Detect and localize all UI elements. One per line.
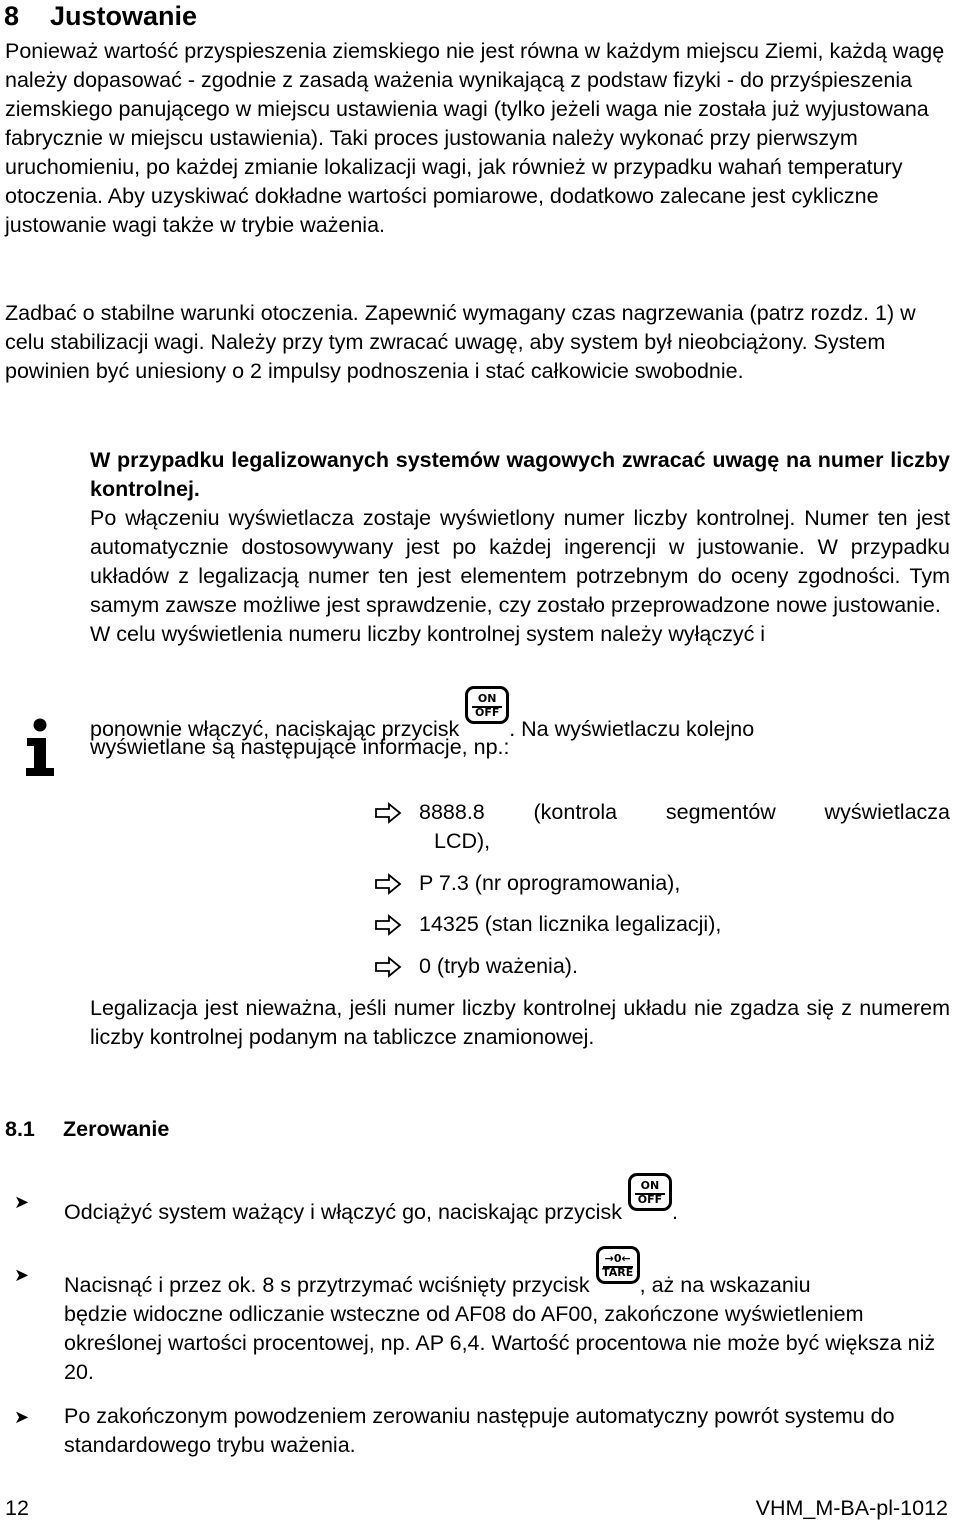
subsection-heading (5, 1115, 169, 1144)
info-note (90, 446, 950, 649)
list-item: 0 (tryb ważenia). (419, 954, 578, 978)
bullet-2-after: , aż na wskazaniu (639, 1273, 811, 1297)
key-tare-label: TARE (602, 1266, 634, 1279)
info-line-1: W celu wyświetlenia numeru liczby kontrolnej system należy wyłączyć i (90, 622, 766, 646)
list-item: P 7.3 (nr oprogramowania), (419, 871, 681, 895)
bullet-1-text: Odciążyć system ważący i włączyć go, naciskając przycisk (64, 1200, 628, 1224)
list-item: 8888.8 (kontrola segmentów wyświetlacza (419, 800, 950, 824)
bullet-1 (64, 1179, 950, 1227)
heading-title: Justowanie (50, 1, 198, 31)
arrow-icon (374, 914, 402, 936)
heading-number: 8 (4, 1, 20, 31)
chevron-right-icon: ➤ (14, 1265, 30, 1285)
document-code: VHM_M-BA-pl-1012 (755, 1496, 948, 1520)
info-closing (90, 994, 950, 1052)
info-closing-text: Legalizacja jest nieważna, jeśli numer liczby kontrolnej układu nie zgadza się z numerem liczby kontrolnej podanym na tabliczce znamionowej. (90, 996, 950, 1049)
intro-paragraph-2: Zadbać o stabilne warunki otoczenia. Zapewnić wymagany czas nagrzewania (patrz rozdz. 1) w celu stabilizacji wagi. Należy przy tym zwracać uwagę, aby system był nieobciążony. System powinien być uniesiony o 2 impulsy podnoszenia i stać całkowicie swobodnie. (5, 301, 916, 383)
intro-paragraph-1: Ponieważ wartość przyspieszenia ziemskiego nie jest równa w każdym miejscu Ziemi, każdą wagę należy dopasować - zgodnie z zasadą ważenia wynikającą z podstaw fizyki - do przyśpieszenia ziemskiego panującego w miejscu ustawienia wagi (tylko jeżeli waga nie została już wyjustowana fabrycznie w miejscu ustawienia). Taki proces justowania należy wykonać przy pierwszym uruchomieniu, po każdej zmianie lokalizacji wagi, jak również w przypadku wahań temperatury otoczenia. Aby uzyskiwać dokładne wartości pomiarowe, dodatkowo zalecane jest cykliczne justowanie wagi także w trybie ważenia. (5, 39, 945, 237)
info-icon (22, 718, 58, 778)
info-line-3: wyświetlane są następujące informacje, np.: (90, 735, 510, 759)
info-line-2-after: . Na wyświetlaczu kolejno (509, 717, 755, 741)
bullet-3: Po zakończonym powodzeniem zerowaniu następuje automatyczny powrót systemu do standardowego trybu ważenia. (64, 1404, 895, 1457)
chevron-right-icon: ➤ (14, 1192, 30, 1212)
arrow-icon (374, 956, 402, 978)
on-off-key-icon (628, 1173, 672, 1211)
list-item: 14325 (stan licznika legalizacji), (419, 912, 722, 936)
key-on-label: ON (477, 692, 497, 705)
info-line-2-before: ponownie włączyć, naciskając przycisk (90, 717, 466, 741)
bullet-1-end: . (671, 1200, 678, 1224)
arrow-icon (374, 873, 402, 895)
info-bold-text: W przypadku legalizowanych systemów wagowych zwracać uwagę na numer liczby kontrolnej. (90, 448, 950, 501)
chevron-right-icon: ➤ (14, 1407, 30, 1427)
on-off-key-icon (465, 686, 509, 724)
list-item-cont: LCD), (434, 829, 491, 853)
arrow-icon (374, 802, 402, 824)
subsection-number: 8.1 (5, 1117, 35, 1141)
key-on-label: ON (640, 1179, 660, 1192)
subsection-title: Zerowanie (63, 1117, 170, 1141)
section-heading (4, 0, 197, 32)
bullet-2 (64, 1252, 950, 1387)
tare-key-icon (596, 1246, 640, 1284)
bullet-2-text: Nacisnąć i przez ok. 8 s przytrzymać wciśnięty przycisk (64, 1273, 596, 1297)
page-number: 12 (5, 1496, 29, 1520)
key-zero-label: →0← (604, 1252, 631, 1265)
key-off-label: OFF (637, 1193, 663, 1206)
bullet-2-rest: będzie widoczne odliczanie wsteczne od AF08 do AF00, zakończone wyświetleniem określonej wartości procentowej, np. AP 6,4. Wartość procentowa nie może być większa niż 20. (64, 1302, 936, 1384)
info-body-text: Po włączeniu wyświetlacza zostaje wyświetlony numer liczby kontrolnej. Numer ten jest automatycznie dostosowywany jest po każdej ingerencji w justowanie. W przypadku układów z legalizacją numer ten jest elementem potrzebnym do oceny zgodności. Tym samym zawsze możliwe jest sprawdzenie, czy zostało przeprowadzone nowe justowanie. (90, 506, 950, 617)
key-off-label: OFF (475, 706, 500, 719)
